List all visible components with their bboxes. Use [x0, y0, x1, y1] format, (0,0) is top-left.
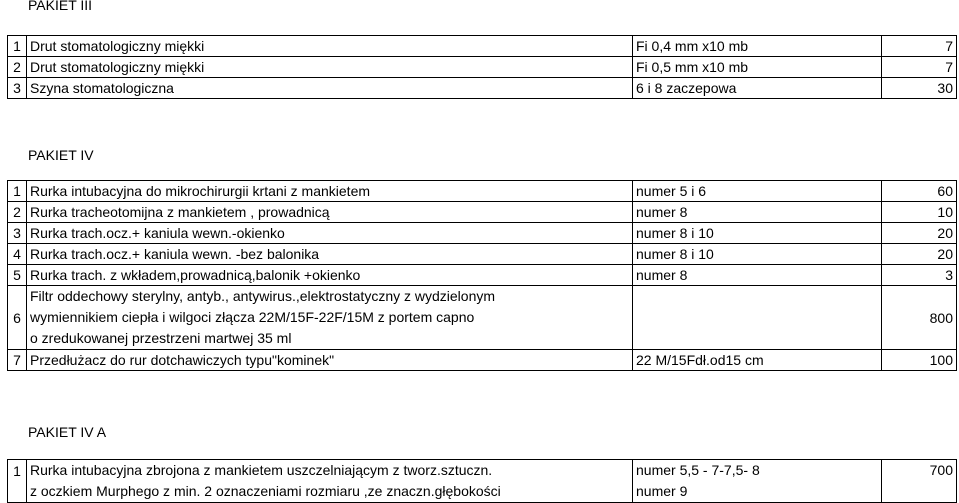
- section-title-pakiet-iv: PAKIET IV: [28, 147, 94, 163]
- item-name: Rurka trach. z wkładem,prowadnicą,balonik +okienko: [27, 265, 633, 286]
- row-number: 3: [8, 78, 27, 99]
- item-quantity: 100: [882, 350, 957, 371]
- item-spec: 6 i 8 zaczepowa: [633, 78, 882, 99]
- row-number: 4: [8, 244, 27, 265]
- table-row: [8, 36, 957, 57]
- item-spec: Fi 0,5 mm x10 mb: [633, 57, 882, 78]
- item-spec-line: numer 5,5 - 7-7,5- 8: [636, 462, 760, 478]
- item-quantity: 7: [882, 36, 957, 57]
- table-row: [8, 202, 957, 223]
- item-quantity: 20: [882, 223, 957, 244]
- item-name: [27, 286, 633, 350]
- item-name: Drut stomatologiczny miękki: [27, 57, 633, 78]
- item-name: Rurka tracheotomijna z mankietem , prowadnicą: [27, 202, 633, 223]
- item-quantity: 10: [882, 202, 957, 223]
- table-pakiet-iii: [7, 35, 957, 99]
- table-row: [8, 350, 957, 371]
- row-number: 2: [8, 202, 27, 223]
- item-name: Rurka intubacyjna do mikrochirurgii krtani z mankietem: [27, 181, 633, 202]
- item-name-line: o zredukowanej przestrzeni martwej 35 ml: [30, 330, 292, 346]
- item-spec: Fi 0,4 mm x10 mb: [633, 36, 882, 57]
- item-quantity: 60: [882, 181, 957, 202]
- item-quantity: 7: [882, 57, 957, 78]
- item-name: [27, 460, 633, 503]
- item-spec: 22 M/15Fdł.od15 cm: [633, 350, 882, 371]
- item-quantity: 800: [882, 286, 957, 350]
- row-number: 7: [8, 350, 27, 371]
- item-name: Rurka trach.ocz.+ kaniula wewn. -bez balonika: [27, 244, 633, 265]
- item-name-line: wymiennikiem ciepła i wilgoci złącza 22M/15F-22F/15M z portem capno: [30, 309, 475, 325]
- row-number: 1: [8, 181, 27, 202]
- table-row: [8, 57, 957, 78]
- item-name-line: Rurka intubacyjna zbrojona z mankietem uszczelniającym z tworz.sztuczn.: [30, 462, 493, 478]
- item-name: Przedłużacz do rur dotchawiczych typu"kominek": [27, 350, 633, 371]
- table-pakiet-iv: [7, 180, 957, 371]
- table-row: [8, 265, 957, 286]
- row-number: 6: [8, 286, 27, 350]
- item-quantity: 20: [882, 244, 957, 265]
- item-spec: [633, 460, 882, 503]
- row-number: 2: [8, 57, 27, 78]
- item-quantity: 30: [882, 78, 957, 99]
- row-number: 1: [8, 460, 27, 503]
- item-quantity: 700: [882, 460, 957, 503]
- item-spec: numer 8 i 10: [633, 244, 882, 265]
- table-row: [8, 223, 957, 244]
- item-spec: [633, 286, 882, 350]
- item-name: Rurka trach.ocz.+ kaniula wewn.-okienko: [27, 223, 633, 244]
- table-row: [8, 460, 957, 503]
- item-spec: numer 8 i 10: [633, 223, 882, 244]
- section-title-pakiet-iv-a: PAKIET IV A: [28, 424, 107, 440]
- table-row: [8, 286, 957, 350]
- item-spec-line: numer 9: [636, 483, 688, 499]
- item-name: Szyna stomatologiczna: [27, 78, 633, 99]
- item-spec: numer 8: [633, 265, 882, 286]
- item-quantity: 3: [882, 265, 957, 286]
- item-name: Drut stomatologiczny miękki: [27, 36, 633, 57]
- table-row: [8, 244, 957, 265]
- item-spec: numer 5 i 6: [633, 181, 882, 202]
- row-number: 1: [8, 36, 27, 57]
- section-title-pakiet-iii: PAKIET III: [28, 0, 93, 13]
- table-row: [8, 78, 957, 99]
- row-number: 3: [8, 223, 27, 244]
- table-row: [8, 181, 957, 202]
- item-spec: numer 8: [633, 202, 882, 223]
- row-number: 5: [8, 265, 27, 286]
- table-pakiet-iv-a: [7, 459, 957, 503]
- item-name-line: z oczkiem Murphego z min. 2 oznaczeniami rozmiaru ,ze znaczn.głębokości: [30, 483, 501, 499]
- item-name-line: Filtr oddechowy sterylny, antyb., antywirus.,elektrostatyczny z wydzielonym: [30, 288, 496, 304]
